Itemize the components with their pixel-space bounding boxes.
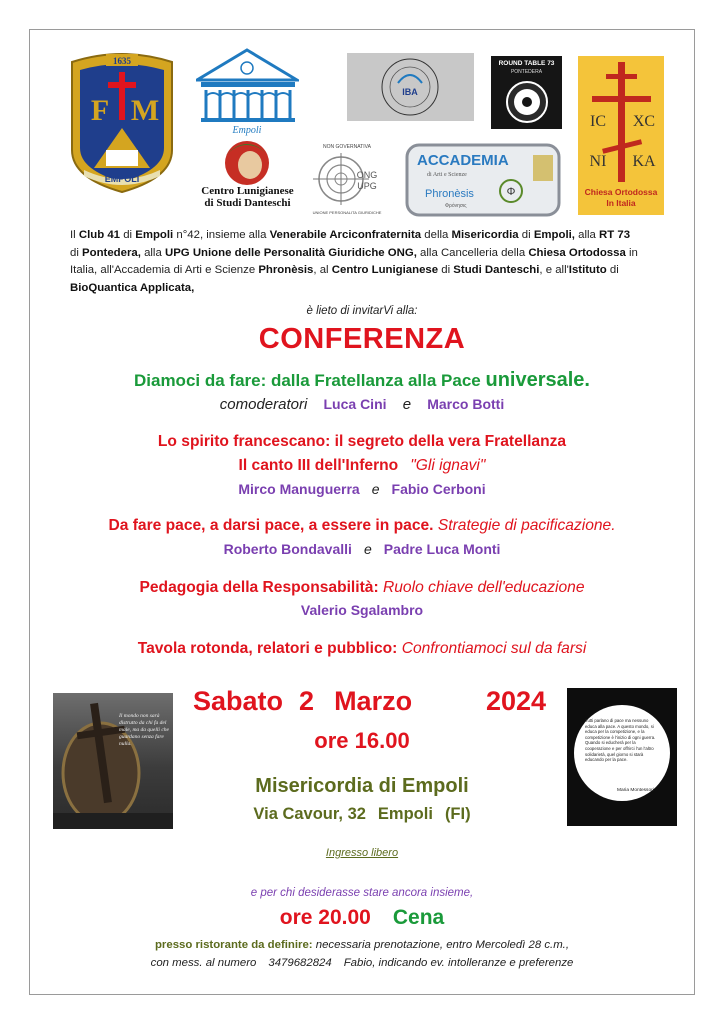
ong-top: NON GOVERNATIVA xyxy=(323,144,371,150)
accademia-symbol: Φ xyxy=(506,186,516,198)
dinner-line: ore 20.00 Cena xyxy=(279,906,445,929)
intro-paragraph: Il Club 41 di Empoli n°42, insieme alla Venerabile Arciconfraternita della Misericordia di Empoli, alla RT 73 di Pontedera, alla UPG Unione delle Personalità Giuridiche ONG, alla Cancelleria della Chiesa Ortodossa in Italia, all'Accademia di Arti e Scienze Phronèsis, al Centro Lunigianese di Studi Danteschi, e all'Istituto di BioQuantica Applicata, xyxy=(70,229,638,294)
moderators-line: comoderatori Luca Cini e Marco Botti xyxy=(219,396,505,413)
talk2-title: Da fare pace, a darsi pace, a essere in pace. Strategie di pacificazione. xyxy=(108,517,616,534)
shield-quote-text: Il mondo non sarà distrutto da chi fa del male, ma da quelli che guardano senza fare nulla. xyxy=(119,713,169,747)
logo-year: 1635 xyxy=(113,56,131,66)
ong-bottom: UNIONE PERSONALITA GIURIDICHE xyxy=(312,210,382,215)
round-table-logo xyxy=(491,56,562,129)
ong-upg-logo xyxy=(307,141,387,217)
montessori-quote-text: Tutti parlano di pace ma nessuno educa alla pace. A questo mondo, si educa per la competizione, e la competizione è l'inizio di ogni guerra. Quando si educherà per la cooperazione e per offrirci l'un l'altro solidarietà, quel giorno si starà educando per la pace. xyxy=(585,718,656,763)
event-time: ore 16.00 xyxy=(314,728,410,753)
evening-line: e per chi desiderasse stare ancora insieme, xyxy=(250,887,474,899)
accademia-title: ACCADEMIA xyxy=(417,152,509,169)
free-entry: Ingresso libero xyxy=(325,847,399,859)
accademia-greek: Φρόνησις xyxy=(445,203,467,209)
lunigianese-logo xyxy=(200,137,295,207)
ong-side-bottom: UPG xyxy=(357,181,377,191)
ong-side-top: ONG xyxy=(356,170,378,180)
footer-line-1: presso ristorante da definire: necessaria prenotazione, entro Mercoledì 28 c.m., xyxy=(154,939,570,951)
talk1-subtitle: Il canto III dell'Inferno "Gli ignavi" xyxy=(238,457,486,474)
orthodox-caption-1: Chiesa Ortodossa xyxy=(584,187,658,197)
talk4-title: Tavola rotonda, relatori e pubblico: Confrontiamoci sul da farsi xyxy=(137,640,587,657)
accademia-subtitle: di Arti e Scienze xyxy=(427,172,467,178)
talk2-speakers: Roberto Bondavalli e Padre Luca Monti xyxy=(223,541,501,557)
venue-name: Misericordia di Empoli xyxy=(255,775,469,797)
logo-city: EMPOLI xyxy=(104,174,140,184)
event-year: 2024 xyxy=(486,686,547,716)
club41-caption: Empoli xyxy=(232,125,262,136)
logo-monogram-right: M xyxy=(130,94,160,127)
conference-title: CONFERENZA xyxy=(258,323,466,355)
shield-quote-image xyxy=(53,693,173,829)
lunigianese-line2: di Studi Danteschi xyxy=(204,197,291,209)
accademia-name: Phronèsis xyxy=(425,188,474,200)
logo-monogram-left: F xyxy=(90,94,110,127)
montessori-author: Maria Montessori xyxy=(617,788,654,793)
invite-line: è lieto di invitarVi alla: xyxy=(306,305,418,317)
footer-line-2: con mess. al numero 3479682824 Fabio, indicando ev. intolleranze e preferenze xyxy=(150,957,574,969)
iba-center: IBA xyxy=(402,87,418,97)
orthodox-caption-2: In Italia xyxy=(606,198,636,208)
cross-letters-tr: XC xyxy=(632,113,656,130)
round-table-title: ROUND TABLE 73 xyxy=(498,60,555,67)
talk3-speaker: Valerio Sgalambro xyxy=(300,602,424,618)
accademia-phronesis-logo xyxy=(405,143,561,217)
cross-letters-bl: NI xyxy=(589,153,607,170)
misericordia-logo xyxy=(62,50,182,195)
venue-address: Via Cavour, 32 Empoli (FI) xyxy=(253,805,471,823)
iba-logo xyxy=(347,53,474,121)
cross-letters-tl: IC xyxy=(590,113,606,130)
club41-logo xyxy=(196,48,299,136)
event-date: Sabato 2 Marzo xyxy=(193,686,413,716)
cross-letters-br: KA xyxy=(632,153,656,170)
talk3-title: Pedagogia della Responsabilità: Ruolo chiave dell'educazione xyxy=(139,579,585,596)
conference-subtitle: Diamoci da fare: dalla Fratellanza alla Pace universale. xyxy=(133,369,590,391)
montessori-quote-image xyxy=(567,688,677,826)
round-table-subtitle: PONTEDERA xyxy=(510,69,543,75)
orthodox-church-logo xyxy=(578,56,664,215)
talk1-speakers: Mirco Manuguerra e Fabio Cerboni xyxy=(238,481,486,497)
lunigianese-line1: Centro Lunigianese xyxy=(201,185,294,197)
talk1-title: Lo spirito francescano: il segreto della vera Fratellanza xyxy=(157,433,567,450)
